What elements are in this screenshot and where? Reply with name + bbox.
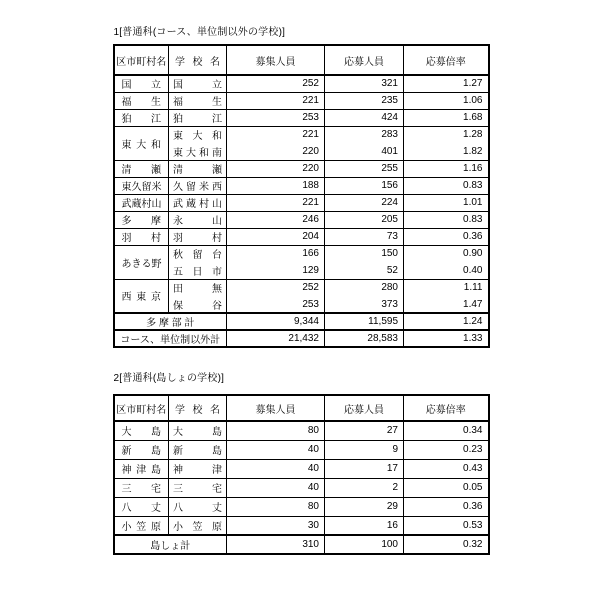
recruit-cell: 220 <box>227 160 325 177</box>
municipality-cell: 狛 江 <box>114 109 169 126</box>
ratio-cell: 1.68 <box>404 109 489 126</box>
table-row <box>114 177 489 194</box>
school-cell: 東 大 和 南 <box>169 143 227 160</box>
recruit-cell: 30 <box>227 516 325 535</box>
ratio-cell: 0.23 <box>404 440 489 459</box>
municipality-cell: 八 丈 <box>114 497 169 516</box>
tama-subtotal-row <box>114 313 489 330</box>
table-row <box>114 421 489 440</box>
table-row <box>114 194 489 211</box>
section-title-2: 2[普通科(島しょの学校)] <box>113 373 225 384</box>
applicants-cell: 150 <box>325 245 404 262</box>
ratio-cell: 0.40 <box>404 262 489 279</box>
recruit-cell: 40 <box>227 478 325 497</box>
applicants-cell: 156 <box>325 177 404 194</box>
school-cell: 清 瀬 <box>169 160 227 177</box>
table-row <box>114 459 489 478</box>
municipality-cell: 大 島 <box>114 421 169 440</box>
ratio-cell: 1.16 <box>404 160 489 177</box>
table-row <box>114 228 489 245</box>
applicants-cell: 11,595 <box>325 313 404 330</box>
recruit-cell: 129 <box>227 262 325 279</box>
municipality-cell: 武 蔵 村 山 <box>114 194 169 211</box>
municipality-cell: 神 津 島 <box>114 459 169 478</box>
header-municipality: 区市町村名 <box>114 395 169 421</box>
grand-total-row <box>114 330 489 347</box>
island-total-row <box>114 535 489 554</box>
applicants-cell: 401 <box>325 143 404 160</box>
recruit-cell: 80 <box>227 421 325 440</box>
table-row <box>114 75 489 92</box>
recruit-cell: 221 <box>227 126 325 143</box>
school-cell: 羽 村 <box>169 228 227 245</box>
table-row <box>114 296 489 313</box>
municipality-cell: 福 生 <box>114 92 169 109</box>
ratio-cell: 0.83 <box>404 211 489 228</box>
recruit-cell: 252 <box>227 75 325 92</box>
ratio-cell: 1.06 <box>404 92 489 109</box>
recruit-cell: 9,344 <box>227 313 325 330</box>
header-row <box>114 395 489 421</box>
municipality-cell: 三 宅 <box>114 478 169 497</box>
table-row <box>114 279 489 296</box>
table-row <box>114 143 489 160</box>
ratio-cell: 1.28 <box>404 126 489 143</box>
school-cell: 久 留 米 西 <box>169 177 227 194</box>
applicants-cell: 28,583 <box>325 330 404 347</box>
subtotal-label: 多 摩 部 計 <box>114 313 227 330</box>
ratio-cell: 0.36 <box>404 228 489 245</box>
municipality-cell: 東 久 留 米 <box>114 177 169 194</box>
recruit-cell: 220 <box>227 143 325 160</box>
school-cell: 秋 留 台 <box>169 245 227 262</box>
ratio-cell: 0.83 <box>404 177 489 194</box>
header-school: 学 校 名 <box>169 395 227 421</box>
municipality-cell: 東 大 和 <box>114 126 169 160</box>
grand-total-label: コース、単位制以外計 <box>114 330 227 347</box>
applicants-cell: 100 <box>325 535 404 554</box>
ratio-cell: 1.82 <box>404 143 489 160</box>
island-schools-table <box>113 394 490 555</box>
table-row <box>114 497 489 516</box>
tama-schools-table <box>113 44 490 348</box>
ratio-cell: 1.47 <box>404 296 489 313</box>
school-cell: 小 笠 原 <box>169 516 227 535</box>
school-cell: 福 生 <box>169 92 227 109</box>
recruit-cell: 21,432 <box>227 330 325 347</box>
school-cell: 田 無 <box>169 279 227 296</box>
ratio-cell: 0.32 <box>404 535 489 554</box>
school-cell: 国 立 <box>169 75 227 92</box>
ratio-cell: 1.27 <box>404 75 489 92</box>
table-row <box>114 262 489 279</box>
applicants-cell: 373 <box>325 296 404 313</box>
table-row <box>114 516 489 535</box>
recruit-cell: 166 <box>227 245 325 262</box>
school-cell: 武 蔵 村 山 <box>169 194 227 211</box>
school-cell: 三 宅 <box>169 478 227 497</box>
recruit-cell: 246 <box>227 211 325 228</box>
municipality-cell: 多 摩 <box>114 211 169 228</box>
ratio-cell: 1.01 <box>404 194 489 211</box>
ratio-cell: 0.53 <box>404 516 489 535</box>
recruit-cell: 252 <box>227 279 325 296</box>
table-row <box>114 160 489 177</box>
municipality-cell: 国 立 <box>114 75 169 92</box>
municipality-cell: あ き る 野 <box>114 245 169 279</box>
recruit-cell: 204 <box>227 228 325 245</box>
school-cell: 東 大 和 <box>169 126 227 143</box>
applicants-cell: 27 <box>325 421 404 440</box>
ratio-cell: 1.24 <box>404 313 489 330</box>
recruit-cell: 40 <box>227 459 325 478</box>
header-ratio: 応募倍率 <box>404 395 489 421</box>
recruit-cell: 221 <box>227 194 325 211</box>
school-cell: 新 島 <box>169 440 227 459</box>
recruit-cell: 253 <box>227 296 325 313</box>
ratio-cell: 0.05 <box>404 478 489 497</box>
table-row <box>114 109 489 126</box>
header-municipality: 区市町村名 <box>114 45 169 75</box>
ratio-cell: 0.43 <box>404 459 489 478</box>
header-recruit: 募集人員 <box>227 395 325 421</box>
header-applicants: 応募人員 <box>325 45 404 75</box>
applicants-cell: 205 <box>325 211 404 228</box>
applicants-cell: 424 <box>325 109 404 126</box>
ratio-cell: 0.36 <box>404 497 489 516</box>
document-content <box>113 0 488 555</box>
header-school: 学 校 名 <box>169 45 227 75</box>
table-row <box>114 92 489 109</box>
applicants-cell: 321 <box>325 75 404 92</box>
school-cell: 永 山 <box>169 211 227 228</box>
municipality-cell: 清 瀬 <box>114 160 169 177</box>
applicants-cell: 29 <box>325 497 404 516</box>
municipality-cell: 西 東 京 <box>114 279 169 313</box>
header-recruit: 募集人員 <box>227 45 325 75</box>
school-cell: 大 島 <box>169 421 227 440</box>
applicants-cell: 9 <box>325 440 404 459</box>
table-row <box>114 245 489 262</box>
municipality-cell: 新 島 <box>114 440 169 459</box>
recruit-cell: 310 <box>227 535 325 554</box>
header-applicants: 応募人員 <box>325 395 404 421</box>
island-total-label: 島しょ計 <box>114 535 227 554</box>
applicants-cell: 224 <box>325 194 404 211</box>
applicants-cell: 280 <box>325 279 404 296</box>
ratio-cell: 1.33 <box>404 330 489 347</box>
recruit-cell: 188 <box>227 177 325 194</box>
recruit-cell: 253 <box>227 109 325 126</box>
school-cell: 五 日 市 <box>169 262 227 279</box>
school-cell: 八 丈 <box>169 497 227 516</box>
section-title-1: 1[普通科(コース、単位制以外の学校)] <box>113 27 286 38</box>
school-cell: 保 谷 <box>169 296 227 313</box>
ratio-cell: 0.90 <box>404 245 489 262</box>
municipality-cell: 羽 村 <box>114 228 169 245</box>
applicants-cell: 2 <box>325 478 404 497</box>
recruit-cell: 221 <box>227 92 325 109</box>
municipality-cell: 小 笠 原 <box>114 516 169 535</box>
table-row <box>114 126 489 143</box>
school-cell: 神 津 <box>169 459 227 478</box>
table-row <box>114 211 489 228</box>
ratio-cell: 0.34 <box>404 421 489 440</box>
header-row <box>114 45 489 75</box>
applicants-cell: 52 <box>325 262 404 279</box>
applicants-cell: 283 <box>325 126 404 143</box>
applicants-cell: 235 <box>325 92 404 109</box>
ratio-cell: 1.11 <box>404 279 489 296</box>
applicants-cell: 17 <box>325 459 404 478</box>
table-row <box>114 478 489 497</box>
table-row <box>114 440 489 459</box>
recruit-cell: 40 <box>227 440 325 459</box>
applicants-cell: 16 <box>325 516 404 535</box>
school-cell: 狛 江 <box>169 109 227 126</box>
header-ratio: 応募倍率 <box>404 45 489 75</box>
applicants-cell: 255 <box>325 160 404 177</box>
applicants-cell: 73 <box>325 228 404 245</box>
recruit-cell: 80 <box>227 497 325 516</box>
